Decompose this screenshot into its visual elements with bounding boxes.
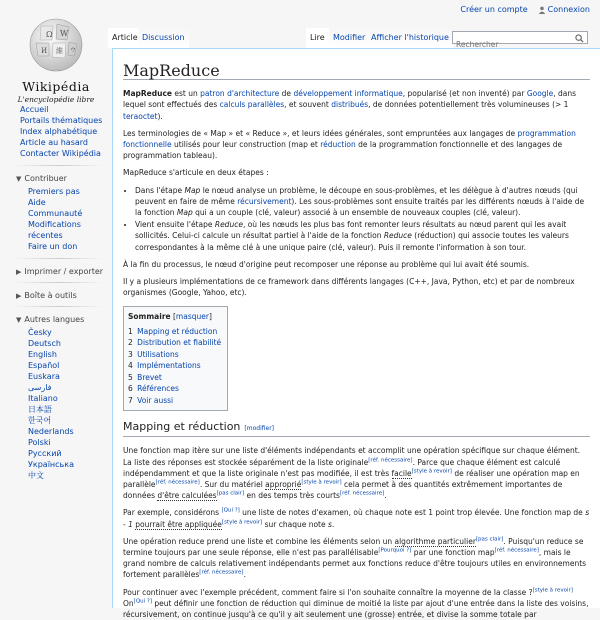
wiki-link[interactable]: récursivement	[237, 196, 292, 206]
sidebar-item-random[interactable]: Article au hasard	[20, 138, 88, 147]
toc-item[interactable]: 3 Utilisations	[128, 349, 179, 359]
tab-edit[interactable]: Modifier	[329, 28, 369, 48]
svg-text:維: 維	[56, 47, 63, 55]
page-title: MapReduce	[123, 65, 590, 80]
toc-item[interactable]: 7 Voir aussi	[128, 395, 174, 405]
why-tag[interactable]: [Pourquoi ?]	[378, 547, 412, 554]
article-content	[112, 48, 600, 619]
style-tag[interactable]: [style à revoir]	[221, 519, 263, 526]
toc-item[interactable]: 4 Implémentations	[128, 361, 201, 371]
paragraph: Les terminologies de « Map » et « Reduce », et leurs idées générales, sont empruntées aux langages de programmation fonctionnelle utilisés pour leur construction (map et réduction de la programmation fonctionnelle et des langages de programmation tableau).	[123, 128, 576, 161]
lang-link[interactable]: فارسی	[28, 383, 52, 392]
portal-contribute	[0, 165, 112, 252]
sidebar-item-donate[interactable]: Faire un don	[28, 242, 78, 251]
paragraph: Pour continuer avec l'exemple précédent, comment faire si l'on souhaite connaître la moyenne de la classe ?[style à revoir] On[Qui ?] peut définir une fonction de réduction qui diminue de moitié la liste par ajout d'une entrée dans la liste des voisins, récursivement, on continue jusqu'à ce qu'il y ait seulement une (grosse) entrée, et divise la somme totale par	[123, 587, 589, 619]
toc-title: Sommaire	[128, 312, 171, 322]
portal-languages	[0, 306, 112, 481]
sidebar-item-accueil[interactable]: Accueil	[20, 105, 49, 114]
citation-needed[interactable]: [réf. nécessaire]	[494, 547, 539, 554]
personal-tools	[460, 5, 590, 14]
paragraph: Par exemple, considérons [Qui ?] une liste de notes d'examen, où chaque note est 1 point trop élevée. Une fonction map de s - 1 pourrait être appliquée[style à revoir] sur chaque note s.	[123, 507, 590, 529]
svg-text:W: W	[60, 29, 69, 38]
search-box	[452, 31, 588, 44]
sidebar-item-contact[interactable]: Contacter Wikipédia	[20, 149, 101, 158]
wiki-link[interactable]: programmation fonctionnelle	[123, 128, 576, 150]
list-item: • Dans l'étape Map le nœud analyse un problème, le découpe en sous-problèmes, et les délègue à d'autres nœuds (qui peuvent en faire de même récursivement). Les sous-problèmes sont ensuite traités par les différents nœuds à l'aide de la fonction Map qui a un couple (clé, valeur) associé à un ensemble de nouveaux couples (clé, valeur).	[135, 185, 590, 219]
paragraph: Il y a plusieurs implémentations de ce framework dans différents langages (C++, Java, Python, etc) et par de nombreux organismes (Google, Yahoo, etc).	[123, 277, 575, 298]
chevron-down-icon: ▼	[16, 315, 22, 324]
who-tag[interactable]: [Qui ?]	[133, 598, 152, 605]
sidebar-item-portails[interactable]: Portails thématiques	[20, 116, 103, 125]
toc-toggle[interactable]: masquer	[175, 312, 209, 322]
style-tag[interactable]: [style à revoir]	[411, 468, 452, 475]
chevron-right-icon: ▶	[16, 267, 22, 276]
wiki-link[interactable]: développement informatique	[293, 89, 403, 99]
user-icon	[538, 6, 546, 14]
sidebar-item-first-steps[interactable]: Premiers pas	[28, 187, 80, 196]
unclear-tag[interactable]: [pas clair]	[216, 490, 245, 497]
portal-print-toggle[interactable]: ▶ Imprimer / exporter	[16, 267, 104, 276]
paragraph: Une opération reduce prend une liste et combine les éléments selon un algorithme particulier[pas clair]. Puisqu'un reduce se termine toujours par une seule réponse, elle n'est pas parallélisable[Pourquoi ?] par une fonction map[réf. nécessaire], mais le grand nombre de calculs relativement indépendants permet aux fonctions reduce d'être toujours utiles en environnements fortement parallèles[réf. nécessaire].	[123, 536, 587, 580]
portal-tools-toggle[interactable]: ▶ Boîte à outils	[16, 291, 77, 300]
portal-contribute-toggle[interactable]: ▼ Contribuer	[16, 174, 67, 183]
unclear-tag[interactable]: [pas clair]	[475, 536, 504, 543]
toc-item[interactable]: 2 Distribution et fiabilité	[128, 338, 222, 348]
wiki-link[interactable]: calculs parallèles	[219, 100, 285, 110]
lang-link[interactable]: 中文	[28, 471, 44, 480]
table-of-contents: Sommaire [masquer] 1 Mapping et réduction 2 Distribution et fiabilité 3 Utilisations 4 Implémentations 5 Brevet 6 Références 7 Voir aussi	[123, 306, 228, 411]
lang-link[interactable]: Español	[28, 361, 60, 370]
sidebar-item-index[interactable]: Index alphabétique	[20, 127, 98, 136]
section-heading: Mapping et réduction [modifier]	[123, 421, 590, 437]
citation-needed[interactable]: [réf. nécessaire]	[339, 490, 385, 497]
wiki-link[interactable]: Google	[526, 89, 554, 99]
portal-tools	[0, 282, 112, 300]
toc-item[interactable]: 6 Références	[128, 384, 179, 394]
citation-needed[interactable]: [réf. nécessaire]	[155, 479, 200, 486]
paragraph: À la fin du processus, le nœud d'origine peut recomposer une réponse au problème qui lui avait été soumis.	[123, 259, 530, 269]
login-link[interactable]: Connexion	[538, 5, 590, 14]
lang-link[interactable]: English	[28, 350, 57, 359]
wiki-link[interactable]: réduction	[320, 140, 356, 150]
wiki-link[interactable]: teraoctet	[123, 111, 158, 121]
svg-text:И: И	[41, 47, 48, 55]
lang-link[interactable]: Euskara	[28, 372, 60, 381]
wiki-link[interactable]: distribués	[331, 100, 369, 110]
citation-needed[interactable]: [réf. nécessaire]	[199, 569, 244, 576]
chevron-down-icon: ▼	[16, 174, 22, 183]
lang-link[interactable]: Polski	[28, 438, 51, 447]
tab-read[interactable]: Lire	[306, 28, 329, 48]
toc-item[interactable]: 5 Brevet	[128, 372, 162, 382]
tab-discussion[interactable]: Discussion	[138, 28, 189, 48]
site-logo[interactable]	[6, 16, 106, 104]
who-tag[interactable]: [Qui ?]	[221, 507, 240, 514]
list-item: • Vient ensuite l'étape Reduce, où les nœuds les plus bas font remonter leurs résultats au nœud parent qui les avait sollicités. Celui-ci calcule un résultat partiel à l'aide de la fonction Reduce (réduction) qui associe toutes les valeurs correspondantes à la même clé à une unique paire (clé, valeur). Puis il remonte l'information à son tour.	[135, 219, 590, 253]
logo-wordmark: Wikipédia	[22, 79, 90, 94]
intro-paragraph: MapReduce est un patron d'architecture de développement informatique, popularisé (et non inventé) par Google, dans lequel sont effectués des calculs parallèles, et souvent distribués, de données potentiellement très volumineuses (> 1 teraoctet).	[123, 89, 577, 121]
lang-link[interactable]: Deutsch	[28, 339, 61, 348]
wikipedia-globe-icon	[21, 16, 91, 72]
sidebar-item-recent-changes[interactable]: Modifications récentes	[28, 220, 81, 240]
lang-link[interactable]: Nederlands	[28, 427, 74, 436]
logo-tagline: L'encyclopédie libre	[17, 95, 95, 104]
paragraph: Une fonction map itère sur une liste d'éléments indépendants et accomplit une opération spécifique sur chaque élément. La liste des réponses est stockée séparément de la liste originale[réf. nécessaire]. Parce que chaque élément est calculé indépendamment et que la liste originale n'est pas modifiée, il est très facile[style à revoir] de réaliser une opération map en parallèle[réf. nécessaire]. Sur du matériel approprié[style à revoir] cela permet à des quantités extrêmement importantes de données d'être calculées[pas clair] en des temps très courts[réf. nécessaire].	[123, 446, 581, 501]
lang-link[interactable]: Česky	[28, 328, 52, 337]
toc-item[interactable]: 1 Mapping et réduction	[128, 326, 218, 336]
style-tag[interactable]: [style à revoir]	[301, 479, 342, 486]
citation-needed[interactable]: [réf. nécessaire]	[368, 457, 413, 464]
lang-link[interactable]: Русский	[28, 449, 62, 458]
wiki-link[interactable]: patron d'architecture	[200, 89, 280, 99]
lang-link[interactable]: Українська	[28, 460, 74, 469]
lang-link[interactable]: Italiano	[28, 394, 58, 403]
style-tag[interactable]: [style à revoir]	[532, 587, 573, 594]
create-account-link[interactable]: Créer un compte	[460, 5, 528, 14]
sidebar-navigation	[0, 104, 112, 159]
svg-text:Ω: Ω	[46, 30, 53, 39]
sidebar	[0, 104, 112, 481]
chevron-right-icon: ▶	[16, 291, 22, 300]
lang-link[interactable]: 한국어	[28, 416, 52, 425]
steps-list	[123, 185, 590, 253]
portal-languages-toggle[interactable]: ▼ Autres langues	[16, 315, 85, 324]
section-edit-link[interactable]: [modifier]	[244, 425, 275, 433]
tab-history[interactable]: Afficher l'historique	[367, 28, 453, 48]
portal-print	[0, 258, 112, 276]
sidebar-item-help[interactable]: Aide	[28, 198, 46, 207]
sidebar-item-community[interactable]: Communauté	[28, 209, 83, 218]
paragraph: MapReduce s'articule en deux étapes :	[123, 168, 269, 178]
search-icon[interactable]	[575, 34, 584, 43]
tab-article[interactable]: Article	[108, 28, 142, 48]
svg-text:ウ: ウ	[70, 47, 77, 54]
lang-link[interactable]: 日本語	[28, 405, 52, 414]
